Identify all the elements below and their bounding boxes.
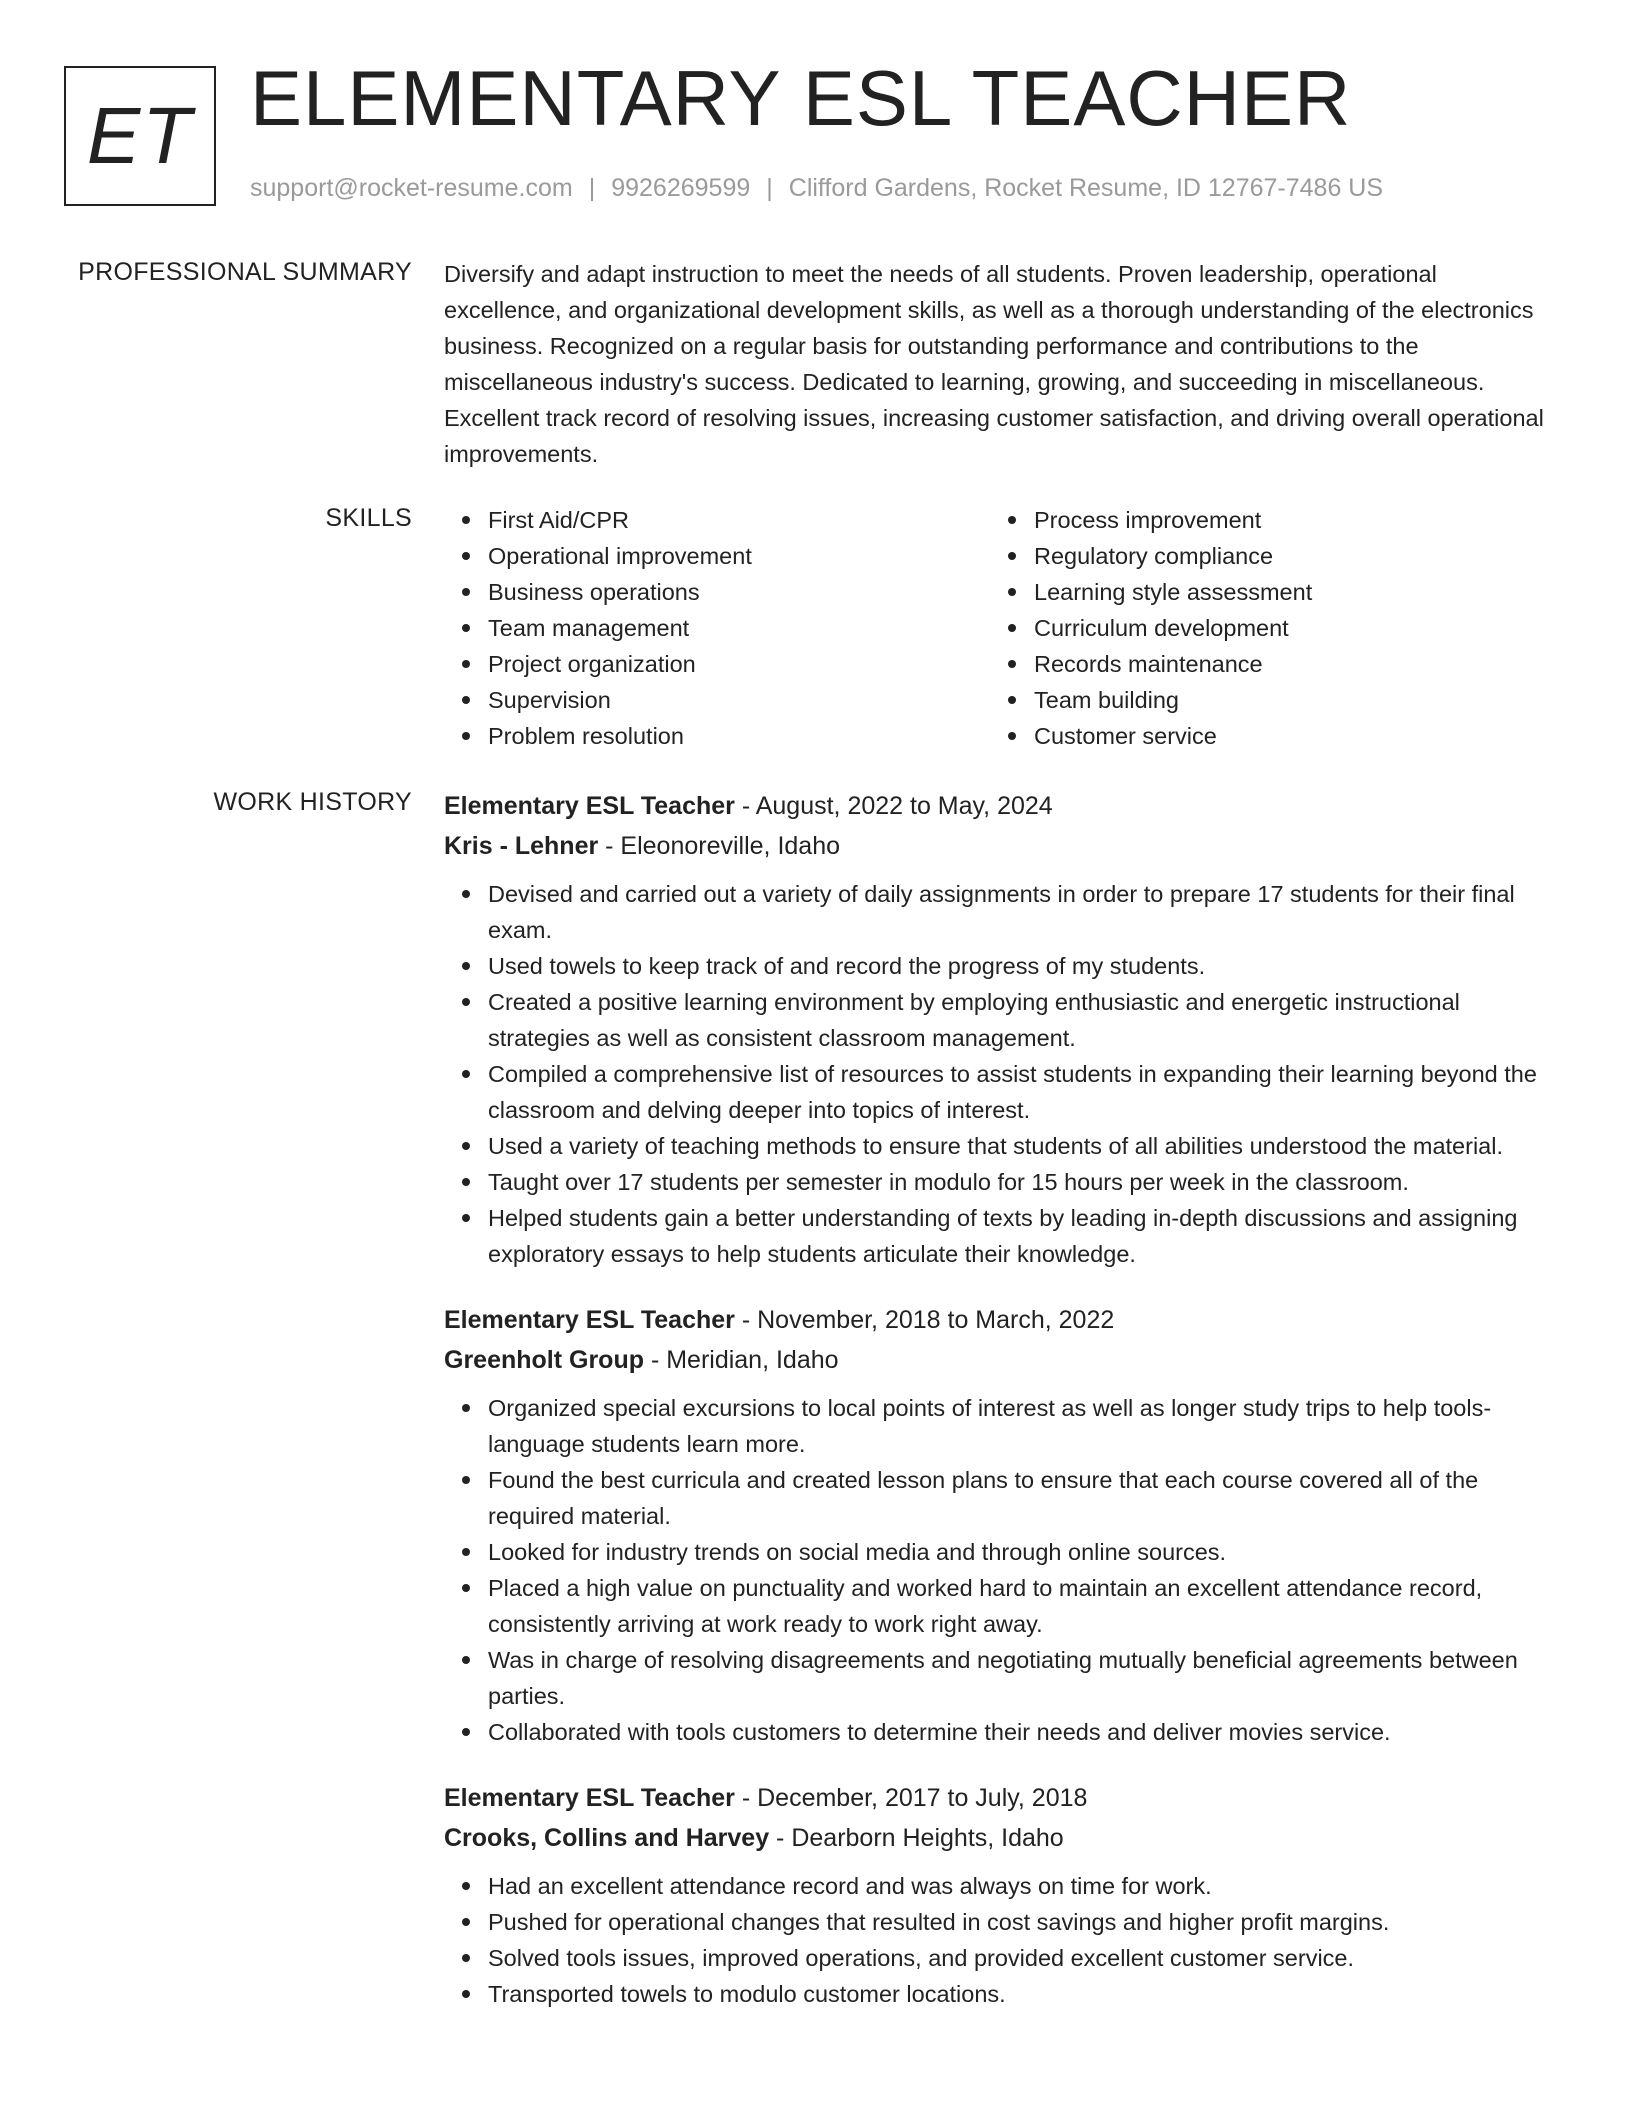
- job-employer: [444, 1818, 1556, 1858]
- monogram-logo: ET: [64, 66, 216, 206]
- contact-line: [250, 174, 1383, 203]
- job-bullet: Found the best curricula and created lesson plans to ensure that each course covered all of the required material.: [488, 1462, 1556, 1534]
- job-title: Elementary ESL Teacher: [444, 1306, 735, 1334]
- job-dates: - November, 2018 to March, 2022: [734, 1306, 1115, 1334]
- skill-item: Regulatory compliance: [1034, 538, 1536, 574]
- job-company: Kris - Lehner: [444, 832, 599, 860]
- section-label-skills: SKILLS: [325, 504, 412, 532]
- skill-item: Team management: [488, 610, 990, 646]
- job-dates: - December, 2017 to July, 2018: [734, 1784, 1088, 1812]
- skills-columns: [444, 502, 1556, 754]
- job-location: - Eleonoreville, Idaho: [598, 832, 841, 860]
- job-bullet: Compiled a comprehensive list of resources to assist students in expanding their learning beyond the classroom and delving deeper into topics of interest.: [488, 1056, 1556, 1128]
- skill-item: Team building: [1034, 682, 1536, 718]
- job-location: - Dearborn Heights, Idaho: [769, 1824, 1064, 1852]
- job-employer: [444, 826, 1556, 866]
- skill-item: Business operations: [488, 574, 990, 610]
- job-entry: [444, 786, 1556, 1272]
- skills-list-left: [444, 502, 990, 754]
- summary-body: [444, 256, 1556, 472]
- skill-item: First Aid/CPR: [488, 502, 990, 538]
- job-bullet: Devised and carried out a variety of daily assignments in order to prepare 17 students for their final exam.: [488, 876, 1556, 948]
- skill-item: Project organization: [488, 646, 990, 682]
- job-bullet-list: [444, 1390, 1556, 1750]
- job-location: - Meridian, Idaho: [644, 1346, 839, 1374]
- job-bullet: Looked for industry trends on social media and through online sources.: [488, 1534, 1556, 1570]
- job-bullet: Placed a high value on punctuality and worked hard to maintain an excellent attendance record, consistently arriving at work ready to work right away.: [488, 1570, 1556, 1642]
- job-bullet: Pushed for operational changes that resulted in cost savings and higher profit margins.: [488, 1904, 1556, 1940]
- job-header: [444, 786, 1556, 826]
- job-header: [444, 1300, 1556, 1340]
- job-title: Elementary ESL Teacher: [444, 1784, 735, 1812]
- contact-separator: |: [766, 174, 773, 202]
- skill-item: Records maintenance: [1034, 646, 1536, 682]
- section-label-work: WORK HISTORY: [213, 788, 412, 816]
- skill-item: Curriculum development: [1034, 610, 1536, 646]
- job-employer: [444, 1340, 1556, 1380]
- skill-item: Customer service: [1034, 718, 1536, 754]
- contact-email[interactable]: support@rocket-resume.com: [250, 174, 573, 202]
- job-entry: [444, 1300, 1556, 1750]
- skill-item: Learning style assessment: [1034, 574, 1536, 610]
- job-bullet: Used towels to keep track of and record the progress of my students.: [488, 948, 1556, 984]
- summary-text: Diversify and adapt instruction to meet the needs of all students. Proven leadership, operational excellence, and organizational development skills, as well as a thorough understanding of the electronics business. Recognized on a regular basis for outstanding performance and contributions to the miscellaneous industry's success. Dedicated to learning, growing, and succeeding in miscellaneous. Excellent track record of resolving issues, increasing customer satisfaction, and driving overall operational improvements.: [444, 261, 1544, 467]
- job-bullet: Taught over 17 students per semester in modulo for 15 hours per week in the classroom.: [488, 1164, 1556, 1200]
- job-bullet: Used a variety of teaching methods to ensure that students of all abilities understood the material.: [488, 1128, 1556, 1164]
- contact-separator: |: [588, 174, 596, 202]
- contact-phone[interactable]: 9926269599: [611, 174, 751, 202]
- job-bullet: Was in charge of resolving disagreements and negotiating mutually beneficial agreements between parties.: [488, 1642, 1556, 1714]
- skills-list-right: [990, 502, 1536, 754]
- job-dates: - August, 2022 to May, 2024: [734, 792, 1053, 820]
- job-bullet: Organized special excursions to local points of interest as well as longer study trips to help tools-language students learn more.: [488, 1390, 1556, 1462]
- job-bullet: Had an excellent attendance record and was always on time for work.: [488, 1868, 1556, 1904]
- job-entry: [444, 1778, 1556, 2012]
- job-bullet: Solved tools issues, improved operations, and provided excellent customer service.: [488, 1940, 1556, 1976]
- job-bullet-list: [444, 876, 1556, 1272]
- work-body: [444, 786, 1556, 2040]
- job-bullet: Transported towels to modulo customer locations.: [488, 1976, 1556, 2012]
- job-company: Crooks, Collins and Harvey: [444, 1824, 770, 1852]
- job-company: Greenholt Group: [444, 1346, 644, 1374]
- job-title: Elementary ESL Teacher: [444, 792, 735, 820]
- job-bullet: Collaborated with tools customers to determine their needs and deliver movies service.: [488, 1714, 1556, 1750]
- section-label-summary: PROFESSIONAL SUMMARY: [78, 258, 412, 286]
- skill-item: Operational improvement: [488, 538, 990, 574]
- skill-item: Problem resolution: [488, 718, 990, 754]
- skills-body: [444, 502, 1556, 754]
- skill-item: Process improvement: [1034, 502, 1536, 538]
- contact-address: Clifford Gardens, Rocket Resume, ID 12767-7486 US: [788, 174, 1384, 202]
- job-bullet-list: [444, 1868, 1556, 2012]
- job-header: [444, 1778, 1556, 1818]
- resume-title: ELEMENTARY ESL TEACHER: [250, 54, 1352, 142]
- job-bullet: Created a positive learning environment by employing enthusiastic and energetic instructional strategies as well as consistent classroom management.: [488, 984, 1556, 1056]
- job-bullet: Helped students gain a better understanding of texts by leading in-depth discussions and assigning exploratory essays to help students articulate their knowledge.: [488, 1200, 1556, 1272]
- skill-item: Supervision: [488, 682, 990, 718]
